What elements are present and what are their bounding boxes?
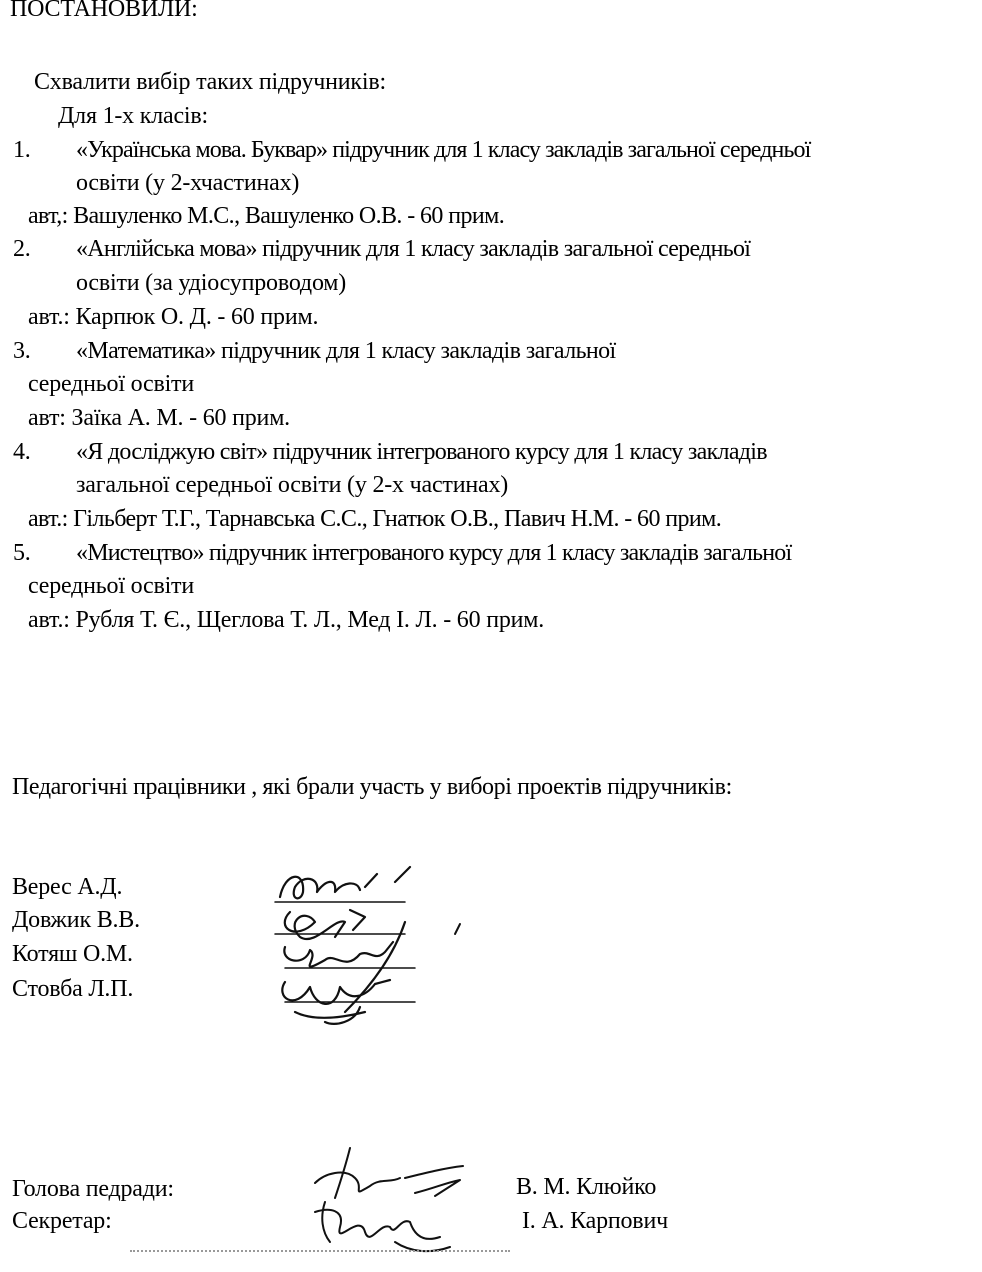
item-title: «Українська мова. Буквар» підручник для 1 класу закладів загальної середньої — [76, 137, 811, 163]
item-authors: авт.: Гільберт Т.Г., Тарнавська С.С., Гнатюк О.В., Павич Н.М. - 60 прим. — [28, 506, 722, 532]
item-title: «Англійська мова» підручник для 1 класу закладів загальної середньої — [76, 236, 751, 262]
item-number: 3. — [13, 338, 31, 364]
item-number: 5. — [13, 540, 31, 566]
intro-text: Схвалити вибір таких підручників: — [34, 69, 386, 95]
scan-artifact — [130, 1250, 510, 1254]
chair-name: В. М. Клюйко — [516, 1174, 657, 1200]
item-title-cont: освіти (за удіосупроводом) — [76, 270, 347, 296]
item-title-cont: середньої освіти — [28, 371, 194, 397]
item-number: 2. — [13, 236, 31, 262]
item-authors: авт.: Карпюк О. Д. - 60 прим. — [28, 304, 319, 330]
item-title: «Мистецтво» підручник інтегрованого курсу для 1 класу закладів загальної — [76, 540, 792, 566]
secretary-name: І. А. Карпович — [522, 1208, 668, 1234]
teacher-name: Стовба Л.П. — [12, 976, 134, 1002]
secretary-label: Секретар: — [12, 1208, 112, 1234]
item-title: «Я досліджую світ» підручник інтегрованого курсу для 1 класу закладів — [76, 439, 767, 465]
teacher-name: Котяш О.М. — [12, 941, 133, 967]
teacher-name: Довжик В.В. — [12, 907, 140, 933]
item-number: 1. — [13, 137, 31, 163]
item-authors: авт,: Вашуленко М.С., Вашуленко О.В. - 60 прим. — [28, 203, 505, 229]
item-title-cont: освіти (у 2-хчастинах) — [76, 170, 300, 196]
item-number: 4. — [13, 439, 31, 465]
chair-label: Голова педради: — [12, 1176, 174, 1202]
teacher-name: Верес А.Д. — [12, 874, 123, 900]
teacher-signatures-image — [265, 862, 465, 1032]
grade-label: Для 1-х класів: — [58, 103, 208, 129]
item-authors: авт.: Рубля Т. Є., Щеглова Т. Л., Мед І. Л. - 60 прим. — [28, 607, 545, 633]
item-title-cont: загальної середньої освіти (у 2-х частинах) — [76, 472, 509, 498]
heading: ПОСТАНОВИЛИ: — [10, 0, 198, 22]
item-title-cont: середньої освіти — [28, 573, 194, 599]
item-title: «Математика» підручник для 1 класу закладів загальної — [76, 338, 616, 364]
item-authors: авт: Заїка А. М. - 60 прим. — [28, 405, 290, 431]
teachers-intro: Педагогічні працівники , які брали участь у виборі проектів підручників: — [12, 774, 732, 800]
